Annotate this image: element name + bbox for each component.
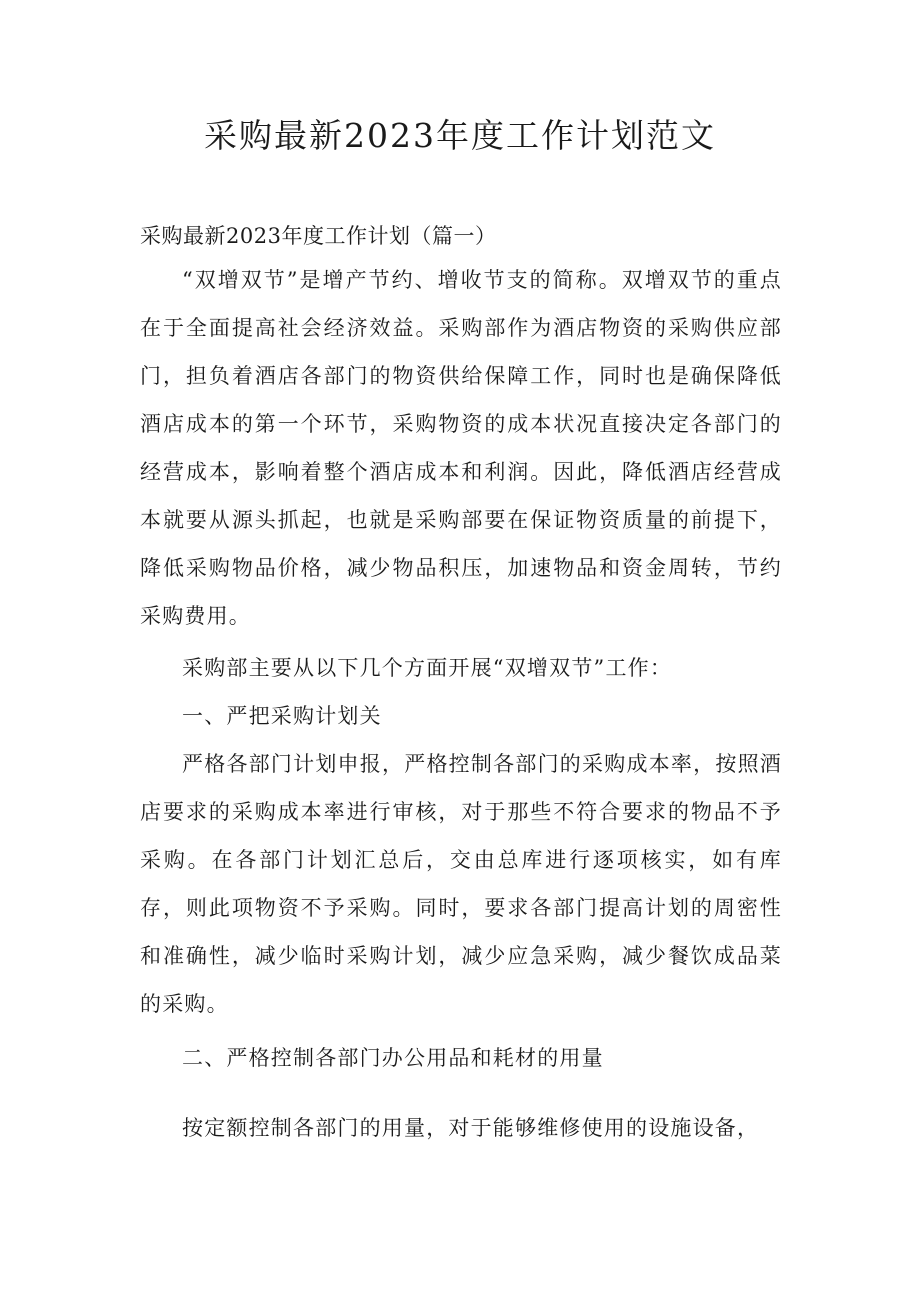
section1-heading: 一、严把采购计划关: [182, 704, 382, 728]
document-title: 采购最新2023年度工作计划范文: [204, 116, 716, 155]
intro-paragraph: “双增双节”是增产节约、增收节支的简称。双增双节的重点在于全面提高社会经济效益。采购部作为酒店物资的采购供应部门，担负着酒店各部门的物资供给保障工作，同时也是确保降低酒店成本的第一个环节，采购物资的成本状况直接决定各部门的经营成本，影响着整个酒店成本和利润。因此，降低酒店经营成本就要从源头抓起，也就是采购部要在保证物资质量的前提下，降低采购物品价格，减少物品积压，加速物品和资金周转，节约采购费用。: [140, 268, 782, 628]
document-subtitle: 采购最新2023年度工作计划（篇一）: [140, 224, 497, 248]
overview-paragraph: 采购部主要从以下几个方面开展“双增双节”工作：: [182, 656, 673, 680]
section2-paragraph: 按定额控制各部门的用量，对于能够维修使用的设施设备，: [182, 1116, 760, 1140]
section1-paragraph: 严格各部门计划申报，严格控制各部门的采购成本率，按照酒店要求的采购成本率进行审核，对于那些不符合要求的物品不予采购。在各部门计划汇总后，交由总库进行逐项核实，如有库存，则此项物资不予采购。同时，要求各部门提高计划的周密性和准确性，减少临时采购计划，减少应急采购，减少餐饮成品菜的采购。: [140, 752, 782, 1016]
section2-heading: 二、严格控制各部门办公用品和耗材的用量: [182, 1046, 604, 1070]
